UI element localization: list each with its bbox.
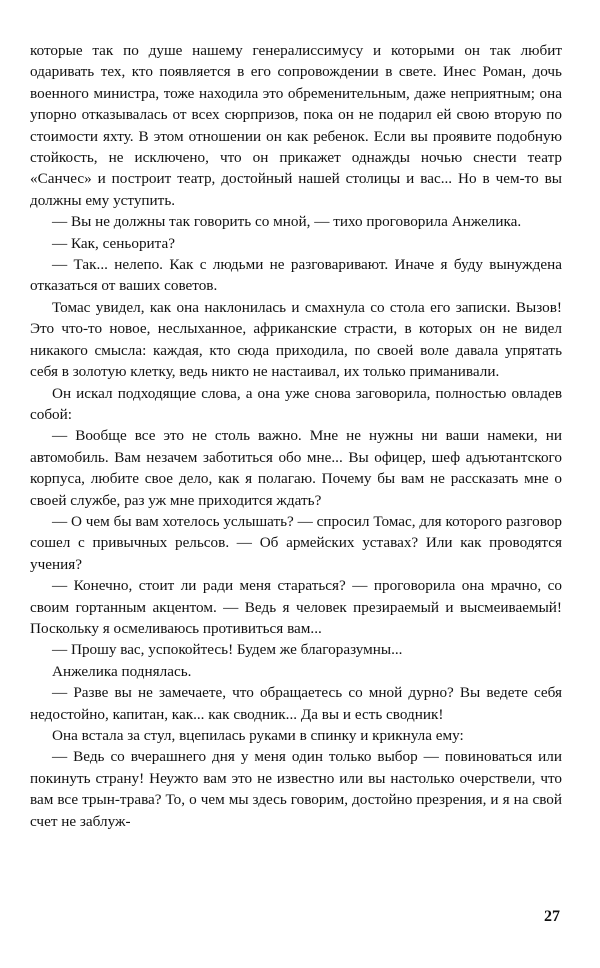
paragraph-9: — Конечно, стоит ли ради меня стараться? — проговорила она мрачно, со своим гортанным акцентом. — Ведь я человек презираемый и высмеиваемый! Поскольку я осмеливаюсь противиться вам... bbox=[30, 577, 562, 637]
paragraph-4: — Так... нелепо. Как с людьми не разговаривают. Иначе я буду вынуждена отказаться от ваших советов. bbox=[30, 256, 562, 295]
paragraph-14: — Ведь со вчерашнего дня у меня один только выбор — повиноваться или покинуть страну! Неужто вам это не известно или вы настолько очерствели, что вам все трын-трава? То, о чем мы здесь говорим, достойно презрения, и я на свой счет не заблуж- bbox=[30, 748, 562, 830]
page-body bbox=[30, 40, 562, 832]
paragraph-3: — Как, сеньорита? bbox=[52, 234, 175, 252]
paragraph-8: — О чем бы вам хотелось услышать? — спросил Томас, для которого разговор сошел с привычных рельсов. — Об армейских уставах? Или как проводятся учения? bbox=[30, 512, 562, 573]
page-number: 27 bbox=[544, 908, 560, 925]
paragraph-6: Он искал подходящие слова, а она уже снова заговорила, полностью овладев собой: bbox=[30, 384, 562, 423]
paragraph-13: Она встала за стул, вцепилась руками в спинку и крикнула ему: bbox=[52, 727, 464, 744]
paragraph-11: Анжелика поднялась. bbox=[52, 662, 192, 680]
paragraph-12: — Разве вы не замечаете, что обращаетесь со мной дурно? Вы ведете себя недостойно, капитан, как... как сводник... Да вы и есть сводник! bbox=[30, 684, 562, 723]
paragraph-1: которые так по душе нашему генералиссимусу и которыми он так любит одаривать тех, кто появляется в его сопровождении в свете. Инес Роман, дочь военного министра, тоже находила это обременительным, даже неприятным; она упорно отказывалась от всех сюрпризов, пока он не подарил ей свою вторую по стоимости яхту. В этом отношении он как ребенок. Если вы проявите подобную стойкость, не исключено, что он прикажет однажды ночью снести театр «Санчес» и построит театр, достойный нашей столицы и вас... Но в чем-то вы должны ему уступить. bbox=[30, 42, 562, 209]
paragraph-2: — Вы не должны так говорить со мной, — тихо проговорила Анжелика. bbox=[52, 213, 522, 231]
paragraph-10: — Прошу вас, успокойтесь! Будем же благоразумны... bbox=[52, 641, 403, 659]
paragraph-7: — Вообще все это не столь важно. Мне не нужны ни ваши намеки, ни автомобиль. Вам незачем заботиться обо мне... Вы офицер, шеф адъютантского корпуса, любите свое дело, как я полагаю. Почему бы вам не рассказать мне о своей службе, раз уж мне приходится ждать? bbox=[30, 427, 562, 509]
paragraph-5: Томас увидел, как она наклонилась и смахнула со стола его записки. Вызов! Это что-то новое, неслыханное, африканские страсти, в которых он не видел никакого смысла: каждая, кто сюда приходила, по своей воле давала упрятать себя в золотую клетку, ведь никто не настаивал, их только приманивали. bbox=[30, 298, 562, 381]
